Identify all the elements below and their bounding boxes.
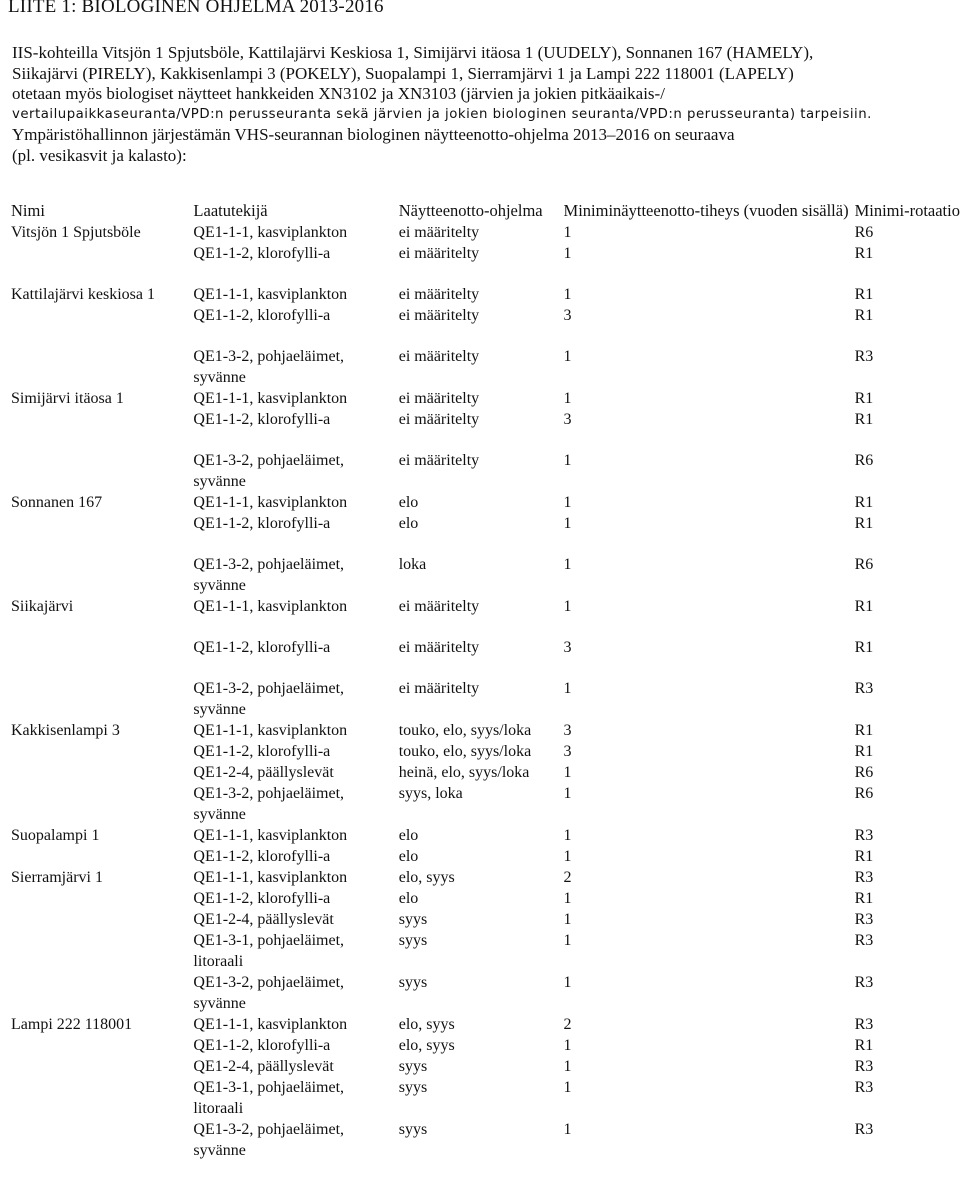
empty-cell xyxy=(558,326,849,346)
cell-min-frequency: 3 xyxy=(563,411,572,428)
cell-min-rotation: R1 xyxy=(854,307,874,324)
cell-min-rotation: R1 xyxy=(854,411,874,428)
table-row xyxy=(5,305,960,326)
cell-min-rotation: R6 xyxy=(854,785,874,802)
cell-min-rotation: R3 xyxy=(854,1016,874,1033)
cell-name xyxy=(5,1035,187,1056)
empty-cell xyxy=(5,264,187,284)
cell-name xyxy=(5,450,187,492)
empty-cell xyxy=(558,658,849,678)
empty-cell xyxy=(187,326,392,346)
cell-min-rotation: R6 xyxy=(854,556,874,573)
header-min-rotation: Minimi-rotaatio xyxy=(854,201,960,220)
cell-quality-factor: QE1-1-1, kasviplankton xyxy=(193,598,348,615)
cell-name xyxy=(5,346,187,388)
empty-cell xyxy=(5,430,187,450)
cell-min-rotation: R3 xyxy=(854,680,874,697)
table-row xyxy=(5,1056,960,1077)
cell-min-rotation: R3 xyxy=(854,1121,874,1138)
cell-min-rotation: R3 xyxy=(854,974,874,991)
cell-quality-factor: QE1-1-2, klorofylli-a xyxy=(193,245,331,262)
cell-min-frequency: 1 xyxy=(563,515,572,532)
intro-line: IIS-kohteilla Vitsjön 1 Spjutsböle, Kattilajärvi Keskiosa 1, Simijärvi itäosa 1 (UUDELY), Sonnanen 167 (HAMELY), xyxy=(12,43,814,62)
cell-min-frequency: 1 xyxy=(563,848,572,865)
cell-min-frequency: 1 xyxy=(563,224,572,241)
cell-quality-factor: QE1-1-2, klorofylli-a xyxy=(193,848,331,865)
cell-sampling-program: elo xyxy=(398,515,419,532)
cell-min-frequency: 2 xyxy=(563,869,572,886)
cell-min-frequency: 1 xyxy=(563,827,572,844)
cell-quality-factor: QE1-2-4, päällyslevät xyxy=(193,1058,334,1075)
cell-name: Sonnanen 167 xyxy=(11,494,103,511)
intro-line: Ympäristöhallinnon järjestämän VHS-seurannan biologinen näytteenotto-ohjelma 2013–2016 on seuraava xyxy=(12,125,735,145)
cell-min-rotation: R3 xyxy=(854,348,874,365)
empty-cell xyxy=(558,617,849,637)
empty-cell xyxy=(393,326,558,346)
cell-name xyxy=(5,1077,187,1119)
table-row xyxy=(5,783,960,825)
cell-sampling-program: loka xyxy=(398,556,427,573)
cell-quality-factor: QE1-1-2, klorofylli-a xyxy=(193,639,331,656)
empty-cell xyxy=(5,534,187,554)
cell-quality-factor: QE1-1-1, kasviplankton xyxy=(193,494,348,511)
cell-min-frequency: 1 xyxy=(563,348,572,365)
cell-min-frequency: 1 xyxy=(563,932,572,949)
cell-quality-factor: QE1-1-1, kasviplankton xyxy=(193,722,348,739)
cell-name xyxy=(5,909,187,930)
cell-sampling-program: elo xyxy=(398,494,419,511)
cell-quality-factor: QE1-1-2, klorofylli-a xyxy=(193,1037,331,1054)
cell-sampling-program: ei määritelty xyxy=(398,680,480,697)
cell-sampling-program: ei määritelty xyxy=(398,286,480,303)
cell-name: Kattilajärvi keskiosa 1 xyxy=(11,286,155,303)
table-row xyxy=(5,888,960,909)
cell-sampling-program: elo xyxy=(398,827,419,844)
cell-min-rotation: R3 xyxy=(854,1058,874,1075)
cell-sampling-program: elo, syys xyxy=(398,1016,455,1033)
cell-quality-factor: QE1-2-4, päällyslevät xyxy=(193,911,334,928)
cell-min-frequency: 3 xyxy=(563,639,572,656)
cell-name xyxy=(5,846,187,867)
cell-min-rotation: R1 xyxy=(854,1037,874,1054)
table-row xyxy=(5,1119,960,1161)
cell-name xyxy=(5,783,187,825)
cell-sampling-program: ei määritelty xyxy=(398,307,480,324)
empty-cell xyxy=(849,534,960,554)
empty-cell xyxy=(393,430,558,450)
cell-quality-factor: QE1-3-2, pohjaeläimet, syvänne xyxy=(193,680,345,718)
cell-min-frequency: 1 xyxy=(563,556,572,573)
cell-sampling-program: syys xyxy=(398,1121,428,1138)
empty-cell xyxy=(187,264,392,284)
cell-name xyxy=(5,305,187,326)
cell-sampling-program: ei määritelty xyxy=(398,452,480,469)
cell-sampling-program: syys xyxy=(398,932,428,949)
cell-quality-factor: QE1-1-1, kasviplankton xyxy=(193,224,348,241)
table-row xyxy=(5,741,960,762)
cell-min-frequency: 1 xyxy=(563,890,572,907)
cell-min-rotation: R6 xyxy=(854,452,874,469)
cell-min-frequency: 1 xyxy=(563,245,572,262)
table-row xyxy=(5,346,960,388)
cell-name xyxy=(5,741,187,762)
table-row xyxy=(5,846,960,867)
table-row xyxy=(5,637,960,658)
cell-quality-factor: QE1-3-2, pohjaeläimet, syvänne xyxy=(193,1121,345,1159)
intro-paragraph xyxy=(12,43,956,167)
table-row xyxy=(5,409,960,430)
cell-name xyxy=(5,554,187,596)
cell-sampling-program: elo xyxy=(398,848,419,865)
table-header-row xyxy=(5,197,960,222)
cell-min-frequency: 1 xyxy=(563,1058,572,1075)
cell-min-frequency: 3 xyxy=(563,743,572,760)
cell-name xyxy=(5,1119,187,1161)
cell-min-frequency: 1 xyxy=(563,785,572,802)
header-sampling-program: Näytteenotto-ohjelma xyxy=(398,201,543,220)
cell-min-rotation: R1 xyxy=(854,390,874,407)
empty-cell xyxy=(187,534,392,554)
table-row xyxy=(5,678,960,720)
empty-cell xyxy=(393,264,558,284)
header-quality-factor: Laatutekijä xyxy=(193,201,268,220)
cell-name: Lampi 222 118001 xyxy=(11,1016,133,1033)
cell-quality-factor: QE1-1-2, klorofylli-a xyxy=(193,743,331,760)
empty-cell xyxy=(393,658,558,678)
cell-sampling-program: syys xyxy=(398,1058,428,1075)
cell-sampling-program: ei määritelty xyxy=(398,598,480,615)
cell-quality-factor: QE1-1-1, kasviplankton xyxy=(193,827,348,844)
empty-cell xyxy=(5,617,187,637)
cell-min-frequency: 1 xyxy=(563,764,572,781)
empty-cell xyxy=(5,326,187,346)
intro-line: (pl. vesikasvit ja kalasto): xyxy=(12,145,187,165)
cell-quality-factor: QE1-1-2, klorofylli-a xyxy=(193,307,331,324)
table-row xyxy=(5,513,960,534)
cell-quality-factor: QE1-1-2, klorofylli-a xyxy=(193,411,331,428)
cell-sampling-program: elo, syys xyxy=(398,869,455,886)
cell-sampling-program: elo xyxy=(398,890,419,907)
cell-name: Kakkisenlampi 3 xyxy=(11,722,120,739)
cell-quality-factor: QE1-1-1, kasviplankton xyxy=(193,1016,348,1033)
cell-quality-factor: QE1-3-2, pohjaeläimet, syvänne xyxy=(193,452,345,490)
empty-cell xyxy=(849,326,960,346)
cell-sampling-program: syys xyxy=(398,911,428,928)
cell-min-frequency: 1 xyxy=(563,1121,572,1138)
cell-quality-factor: QE1-1-1, kasviplankton xyxy=(193,286,348,303)
cell-min-frequency: 3 xyxy=(563,722,572,739)
cell-name xyxy=(5,637,187,658)
cell-quality-factor: QE1-2-4, päällyslevät xyxy=(193,764,334,781)
spacer-row xyxy=(5,534,960,554)
table-body xyxy=(5,222,960,1161)
cell-min-frequency: 1 xyxy=(563,598,572,615)
table-row xyxy=(5,554,960,596)
cell-min-rotation: R3 xyxy=(854,932,874,949)
cell-min-frequency: 1 xyxy=(563,974,572,991)
table-row xyxy=(5,972,960,1014)
empty-cell xyxy=(5,658,187,678)
empty-cell xyxy=(849,658,960,678)
cell-name: Suopalampi 1 xyxy=(11,827,100,844)
empty-cell xyxy=(393,617,558,637)
table-row xyxy=(5,930,960,972)
cell-quality-factor: QE1-1-1, kasviplankton xyxy=(193,869,348,886)
spacer-row xyxy=(5,658,960,678)
table-row xyxy=(5,909,960,930)
cell-min-rotation: R1 xyxy=(854,722,874,739)
empty-cell xyxy=(849,617,960,637)
cell-min-rotation: R1 xyxy=(854,890,874,907)
cell-quality-factor: QE1-1-2, klorofylli-a xyxy=(193,890,331,907)
spacer-row xyxy=(5,430,960,450)
cell-min-frequency: 1 xyxy=(563,286,572,303)
cell-min-frequency: 1 xyxy=(563,390,572,407)
table-row xyxy=(5,1035,960,1056)
cell-sampling-program: ei määritelty xyxy=(398,390,480,407)
sampling-program-table xyxy=(5,197,960,1161)
cell-min-rotation: R6 xyxy=(854,764,874,781)
cell-min-frequency: 1 xyxy=(563,911,572,928)
empty-cell xyxy=(187,430,392,450)
spacer-row xyxy=(5,326,960,346)
cell-min-frequency: 2 xyxy=(563,1016,572,1033)
table-row xyxy=(5,825,960,846)
cell-min-rotation: R1 xyxy=(854,639,874,656)
cell-name xyxy=(5,762,187,783)
page-title: LIITE 1: BIOLOGINEN OHJELMA 2013-2016 xyxy=(8,0,384,17)
table-row xyxy=(5,222,960,243)
table-row xyxy=(5,492,960,513)
cell-sampling-program: syys xyxy=(398,1079,428,1096)
empty-cell xyxy=(558,534,849,554)
spacer-row xyxy=(5,264,960,284)
cell-min-rotation: R1 xyxy=(854,848,874,865)
cell-name xyxy=(5,678,187,720)
cell-min-rotation: R3 xyxy=(854,1079,874,1096)
cell-quality-factor: QE1-3-2, pohjaeläimet, syvänne xyxy=(193,348,345,386)
cell-min-rotation: R1 xyxy=(854,286,874,303)
cell-quality-factor: QE1-3-1, pohjaeläimet, litoraali xyxy=(193,1079,345,1117)
cell-name: Simijärvi itäosa 1 xyxy=(11,390,124,407)
cell-sampling-program: syys xyxy=(398,974,428,991)
header-min-frequency: Miniminäytteenotto-tiheys (vuoden sisällä) xyxy=(563,201,849,220)
cell-min-rotation: R3 xyxy=(854,827,874,844)
cell-name: Sierramjärvi 1 xyxy=(11,869,103,886)
cell-quality-factor: QE1-3-2, pohjaeläimet, syvänne xyxy=(193,785,345,823)
intro-line: otetaan myös biologiset näytteet hankkeiden XN3102 ja XN3103 (järvien ja jokien pitkäaikais-/ xyxy=(12,84,665,104)
cell-min-rotation: R1 xyxy=(854,515,874,532)
cell-min-frequency: 3 xyxy=(563,307,572,324)
cell-sampling-program: syys, loka xyxy=(398,785,463,802)
cell-min-frequency: 1 xyxy=(563,1079,572,1096)
table-row xyxy=(5,1077,960,1119)
cell-min-rotation: R3 xyxy=(854,911,874,928)
cell-name xyxy=(5,888,187,909)
intro-line: vertailupaikkaseuranta/VPD:n perusseuranta sekä järvien ja jokien biologinen seuranta/VPD:n perusseuranta) tarpeisiin. xyxy=(12,106,872,122)
cell-name xyxy=(5,409,187,430)
intro-line: Siikajärvi (PIRELY), Kakkisenlampi 3 (POKELY), Suopalampi 1, Sierramjärvi 1 ja Lampi 222 118001 (LAPELY) xyxy=(12,63,794,83)
empty-cell xyxy=(187,617,392,637)
cell-name xyxy=(5,513,187,534)
cell-sampling-program: elo, syys xyxy=(398,1037,455,1054)
table-row xyxy=(5,450,960,492)
cell-min-frequency: 1 xyxy=(563,452,572,469)
empty-cell xyxy=(393,534,558,554)
cell-min-rotation: R1 xyxy=(854,743,874,760)
table-row xyxy=(5,388,960,409)
cell-sampling-program: ei määritelty xyxy=(398,245,480,262)
cell-quality-factor: QE1-3-1, pohjaeläimet, litoraali xyxy=(193,932,345,970)
table-row xyxy=(5,867,960,888)
cell-min-rotation: R1 xyxy=(854,598,874,615)
cell-sampling-program: touko, elo, syys/loka xyxy=(398,722,532,739)
cell-name xyxy=(5,930,187,972)
cell-min-frequency: 1 xyxy=(563,494,572,511)
table-row xyxy=(5,762,960,783)
spacer-row xyxy=(5,617,960,637)
cell-name: Vitsjön 1 Spjutsböle xyxy=(11,224,141,241)
table-row xyxy=(5,596,960,617)
empty-cell xyxy=(849,264,960,284)
cell-min-frequency: 1 xyxy=(563,1037,572,1054)
cell-sampling-program: ei määritelty xyxy=(398,224,480,241)
cell-quality-factor: QE1-3-2, pohjaeläimet, syvänne xyxy=(193,974,345,1012)
empty-cell xyxy=(849,430,960,450)
empty-cell xyxy=(558,264,849,284)
cell-min-rotation: R3 xyxy=(854,869,874,886)
cell-sampling-program: touko, elo, syys/loka xyxy=(398,743,532,760)
cell-quality-factor: QE1-3-2, pohjaeläimet, syvänne xyxy=(193,556,345,594)
table-row xyxy=(5,284,960,305)
empty-cell xyxy=(187,658,392,678)
table-row xyxy=(5,243,960,264)
cell-min-frequency: 1 xyxy=(563,680,572,697)
table-row xyxy=(5,720,960,741)
cell-name xyxy=(5,1056,187,1077)
cell-name: Siikajärvi xyxy=(11,598,74,615)
cell-min-rotation: R1 xyxy=(854,245,874,262)
cell-quality-factor: QE1-1-1, kasviplankton xyxy=(193,390,348,407)
cell-name xyxy=(5,243,187,264)
table-row xyxy=(5,1014,960,1035)
header-name: Nimi xyxy=(11,201,45,220)
cell-sampling-program: ei määritelty xyxy=(398,411,480,428)
cell-name xyxy=(5,972,187,1014)
cell-min-rotation: R6 xyxy=(854,224,874,241)
cell-min-rotation: R1 xyxy=(854,494,874,511)
empty-cell xyxy=(558,430,849,450)
cell-sampling-program: heinä, elo, syys/loka xyxy=(398,764,530,781)
cell-sampling-program: ei määritelty xyxy=(398,348,480,365)
cell-sampling-program: ei määritelty xyxy=(398,639,480,656)
cell-quality-factor: QE1-1-2, klorofylli-a xyxy=(193,515,331,532)
